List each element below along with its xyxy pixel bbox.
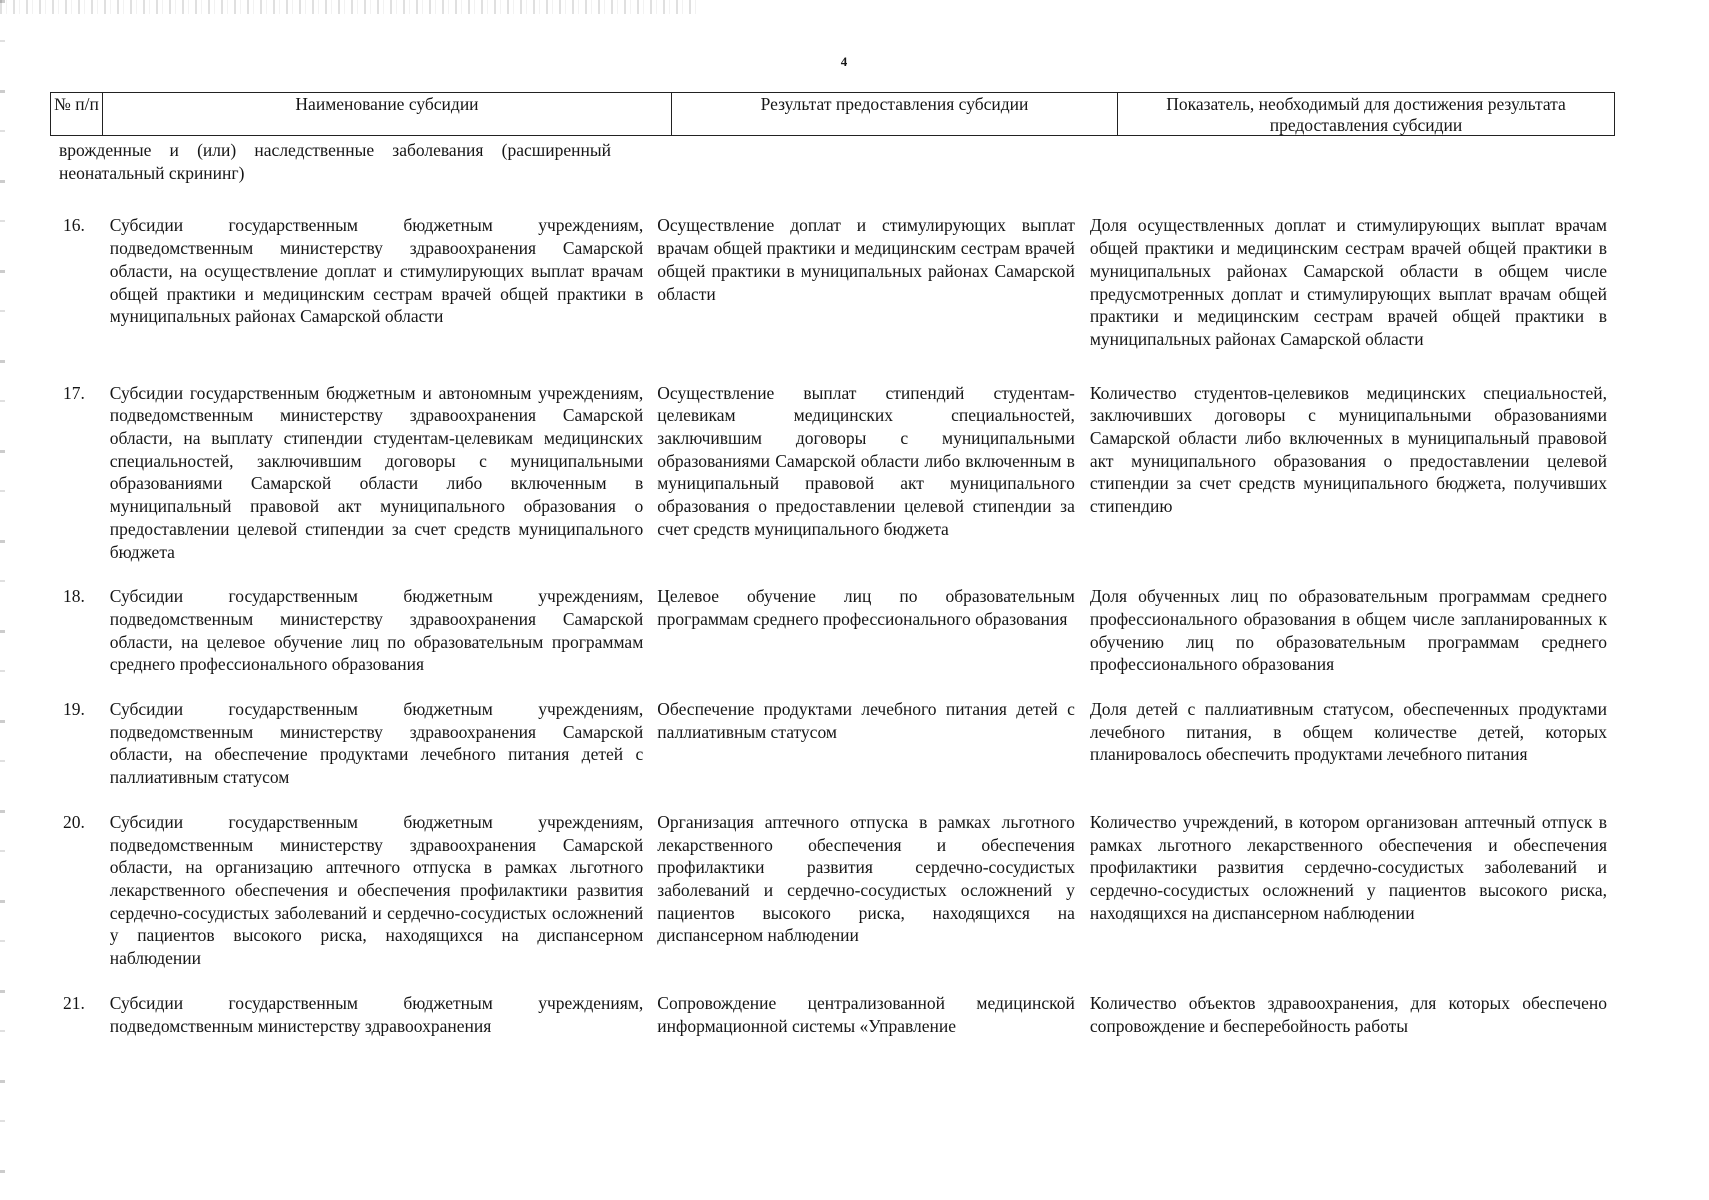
indicator-cell: Количество объектов здравоохранения, для которых обеспечено сопровождение и бесперебойность работы bbox=[1089, 992, 1607, 1036]
page-number: 4 bbox=[840, 54, 848, 69]
subsidy-name-cell: Субсидии государственным бюджетным учреждениям, подведомственным министерству здравоохранения Самарской области, на организацию аптечного отпуска в рамках льготного лекарственного обеспечения и обеспечения профилактики развития сердечно-сосудистых заболеваний и сердечно-сосудистых осложнений у пациентов высокого риска, находящихся на диспансерном наблюдении bbox=[109, 811, 644, 969]
row-number: 16. bbox=[63, 215, 85, 236]
scan-artifact-top bbox=[0, 0, 700, 14]
header-subsidy-name: Наименование субсидии bbox=[103, 93, 672, 135]
header-number: № п/п bbox=[51, 93, 103, 135]
header-indicator: Показатель, необходимый для достижения результата предоставления субсидии bbox=[1166, 94, 1566, 135]
subsidy-name-cell: Субсидии государственным бюджетным учреждениям, подведомственным министерству здравоохранения Самарской области, на целевое обучение лиц по образовательным программам среднего профессионального образования bbox=[109, 586, 644, 675]
table-row bbox=[50, 585, 1615, 676]
row-number: 18. bbox=[63, 586, 85, 607]
table-row bbox=[50, 214, 1615, 350]
table-body bbox=[50, 139, 1615, 1038]
subsidy-name-cell: Субсидии государственным бюджетным учреждениям, подведомственным министерству здравоохранения Самарской области, на обеспечение продуктами лечебного питания детей с паллиативным статусом bbox=[109, 699, 644, 788]
row-number: 17. bbox=[63, 382, 85, 403]
result-cell: Обеспечение продуктами лечебного питания детей с паллиативным статусом bbox=[657, 699, 1075, 742]
table-row bbox=[50, 139, 1615, 184]
table-row bbox=[50, 811, 1615, 970]
table-row bbox=[50, 698, 1615, 789]
result-cell: Осуществление доплат и стимулирующих выплат врачам общей практики и медицинским сестрам врачей общей практики в муниципальных районах Самарской области bbox=[657, 215, 1075, 304]
table-row bbox=[50, 382, 1615, 564]
table-row bbox=[50, 992, 1615, 1038]
subsidy-name-cell: Субсидии государственным бюджетным учреждениям, подведомственным министерству здравоохранения bbox=[109, 992, 644, 1036]
row-number: 19. bbox=[63, 699, 85, 720]
result-cell: Сопровождение централизованной медицинской информационной системы «Управление bbox=[657, 992, 1075, 1036]
subsidy-name-cell: Субсидии государственным бюджетным учреждениям, подведомственным министерству здравоохранения Самарской области, на осуществление доплат и стимулирующих выплат врачам общей практики и медицинским сестрам врачей общей практики в муниципальных районах Самарской области bbox=[109, 215, 644, 327]
result-cell: Осуществление выплат стипендий студентам-целевикам медицинских специальностей, заключившим договоры с муниципальными образованиями Самарской области либо включенным в муниципальный правовой акт муниципального образования о предоставлении целевой стипендии за счет средств муниципального бюджета bbox=[657, 382, 1075, 539]
indicator-cell: Количество учреждений, в котором организован аптечный отпуск в рамках льготного лекарственного обеспечения и обеспечения профилактики развития сердечно-сосудистых заболеваний и сердечно-сосудистых осложнений у пациентов высокого риска, находящихся на диспансерном наблюдении bbox=[1089, 811, 1607, 923]
row-number: 21. bbox=[63, 992, 85, 1013]
indicator-cell: Доля обученных лиц по образовательным программам среднего профессионального образования в общем числе запланированных к обучению лиц по образовательным программам среднего профессионального образования bbox=[1089, 586, 1607, 675]
row-number: 20. bbox=[63, 811, 85, 832]
indicator-cell: Доля детей с паллиативным статусом, обеспеченных продуктами лечебного питания, в общем количестве детей, которых планировалось обеспечить продуктами лечебного питания bbox=[1089, 699, 1607, 765]
result-cell: Организация аптечного отпуска в рамках льготного лекарственного обеспечения и обеспечения профилактики развития сердечно-сосудистых заболеваний и сердечно-сосудистых осложнений у пациентов высокого риска, находящихся на диспансерном наблюдении bbox=[657, 811, 1075, 946]
subsidy-name-cell: Субсидии государственным бюджетным и автономным учреждениям, подведомственным министерству здравоохранения Самарской области, на выплату стипендии студентам-целевикам медицинских специальностей, заключившим договоры с муниципальными образованиями Самарской области либо включенным в муниципальный правовой акт муниципального образования о предоставлении целевой стипендии за счет средств муниципального бюджета bbox=[109, 382, 644, 562]
indicator-cell: Доля осуществленных доплат и стимулирующих выплат врачам общей практики и медицинским сестрам врачей общей практики в муниципальных районах Самарской области в общем числе предусмотренных доплат и стимулирующих выплат врачам общей практики и медицинским сестрам врачей общей практики в муниципальных районах Самарской области bbox=[1089, 215, 1607, 349]
subsidy-name-cell: врожденные и (или) наследственные заболевания (расширенный неонатальный скрининг) bbox=[59, 140, 611, 183]
result-cell: Целевое обучение лиц по образовательным программам среднего профессионального образования bbox=[657, 586, 1075, 629]
header-result: Результат предоставления субсидии bbox=[672, 93, 1118, 135]
indicator-cell: Количество студентов-целевиков медицинских специальностей, заключивших договоры с муниципальными образованиями Самарской области либо включенных в муниципальный правовой акт муниципального образования о предоставлении целевой стипендии за счет средств муниципального бюджета, получивших стипендию bbox=[1089, 382, 1607, 517]
table-header bbox=[50, 92, 1615, 136]
